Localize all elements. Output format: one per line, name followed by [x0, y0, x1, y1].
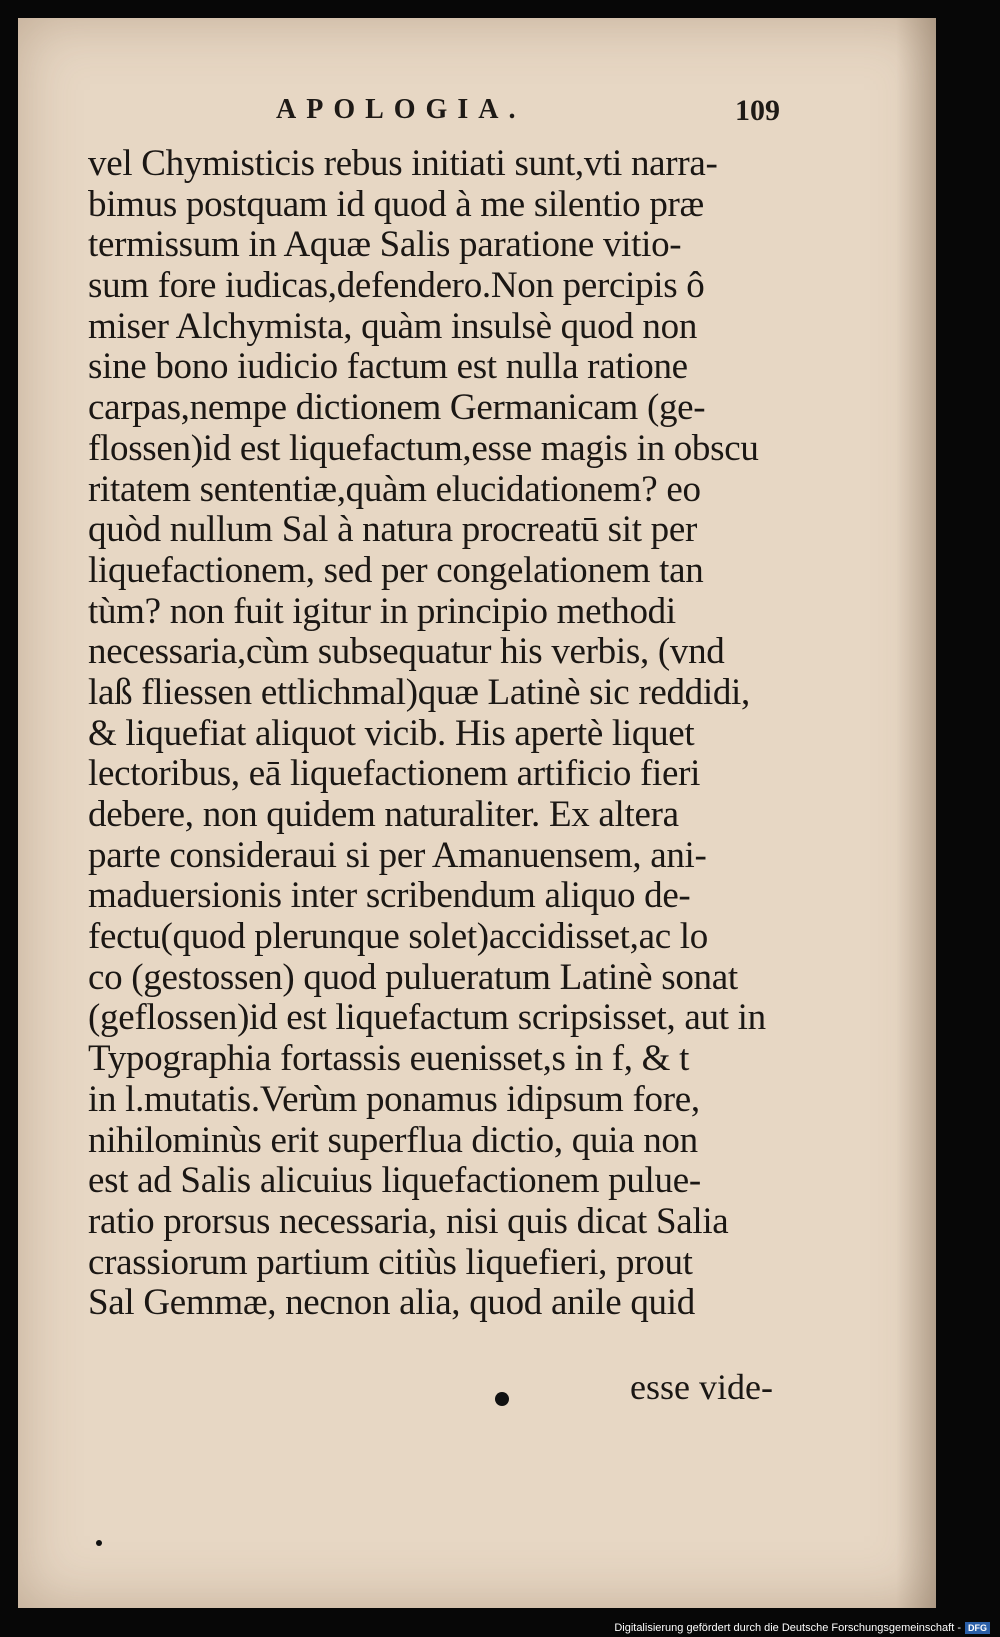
text-line: necessaria,cùm subsequatur his verbis, (vnd [88, 631, 725, 673]
text-line: ratio prorsus necessaria, nisi quis dicat Salia [88, 1200, 729, 1242]
text-line: tùm? non fuit igitur in principio methodi [88, 590, 676, 632]
text-line: laß fliessen ettlichmal)quæ Latinè sic reddidi, [88, 671, 750, 713]
text-line: debere, non quidem naturaliter. Ex altera [88, 794, 679, 835]
text-line: vel Chymisticis rebus initiati sunt,vti narra- [88, 143, 718, 184]
text-line: in l.mutatis.Verùm ponamus idipsum fore, [88, 1078, 700, 1120]
book-page [18, 18, 936, 1608]
text-line: fectu(quod plerunque solet)accidisset,ac lo [88, 916, 708, 958]
text-line: maduersionis inter scribendum aliquo de- [88, 875, 691, 917]
text-line: ritatem sententiæ,quàm elucidationem? eo [88, 468, 701, 510]
text-line: Typographia fortassis euenisset,s in f, & t [88, 1038, 690, 1080]
text-line: sine bono iudicio factum est nulla ratione [88, 346, 688, 388]
text-line: & liquefiat aliquot vicib. His apertè liquet [88, 712, 695, 754]
page-header [18, 94, 936, 134]
ink-dot [495, 1392, 509, 1406]
text-line: nihilominùs erit superflua dictio, quia non [88, 1119, 698, 1161]
text-line: (geflossen)id est liquefactum scripsisset, aut in [88, 997, 766, 1039]
text-line: est ad Salis alicuius liquefactionem pulue- [88, 1160, 701, 1202]
body-text [88, 144, 798, 1324]
ink-dot [96, 1540, 102, 1546]
running-head: APOLOGIA. [276, 94, 526, 125]
dfg-logo: DFG [965, 1622, 990, 1634]
text-line: crassiorum partium citiùs liquefieri, prout [88, 1241, 693, 1283]
text-line: liquefactionem, sed per congelationem tan [88, 549, 704, 591]
text-line: parte consideraui si per Amanuensem, ani- [88, 834, 707, 876]
text-line: flossen)id est liquefactum,esse magis in obscu [88, 427, 759, 469]
text-line: sum fore iudicas,defendero.Non percipis ô [88, 265, 705, 307]
page-number: 109 [735, 94, 780, 127]
text-line: termissum in Aquæ Salis paratione vitio- [88, 224, 682, 266]
catchword: esse vide- [630, 1367, 773, 1407]
text-line: quòd nullum Sal à natura procreatū sit per [88, 509, 698, 551]
text-line: co (gestossen) quod pulueratum Latinè sonat [88, 956, 738, 998]
text-line: bimus postquam id quod à me silentio præ [88, 183, 704, 225]
text-line: carpas,nempe dictionem Germanicam (ge- [88, 387, 706, 429]
footer-credit [614, 1621, 990, 1635]
text-line: Sal Gemmæ, necnon alia, quod anile quid [88, 1282, 695, 1324]
text-line: miser Alchymista, quàm insulsè quod non [88, 305, 698, 347]
footer-credit-text: Digitalisierung gefördert durch die Deutsche Forschungsgemeinschaft - [614, 1622, 961, 1634]
text-line: lectoribus, eā liquefactionem artificio fieri [88, 753, 701, 795]
